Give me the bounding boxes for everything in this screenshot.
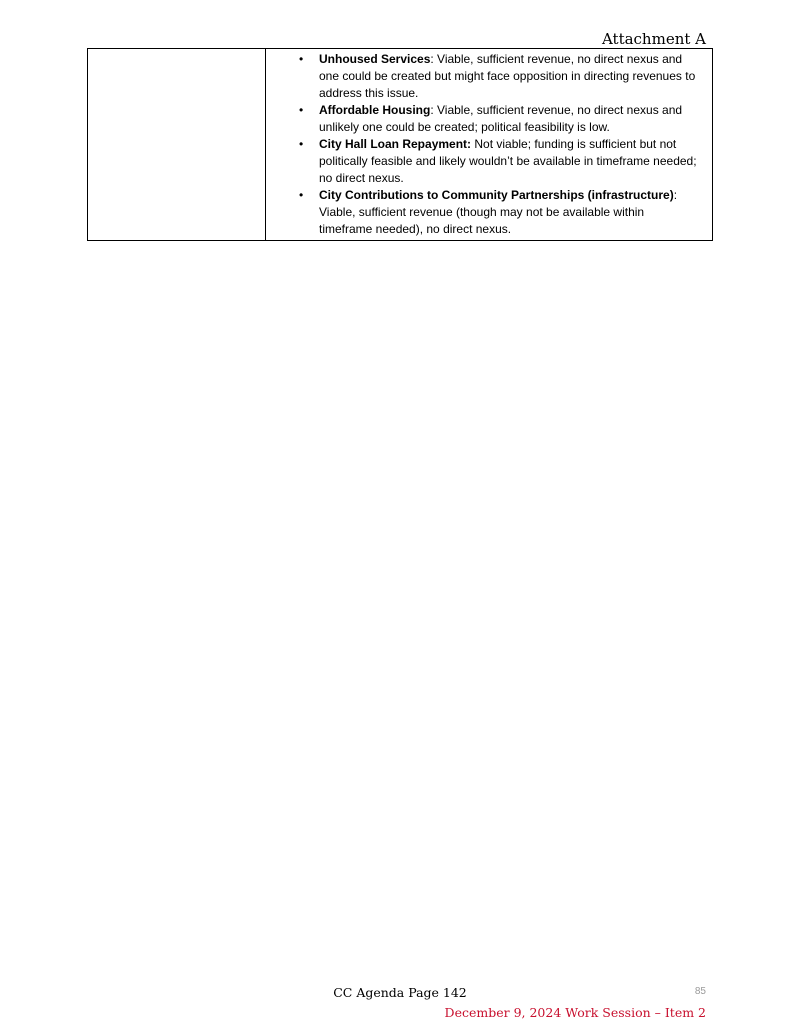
item-text: : Viable, sufficient revenue, no direct nexus and one could be created but might face opposition in directing revenues to address this issue. [319, 52, 696, 100]
item-label: Affordable Housing [319, 103, 431, 117]
agenda-page-label: CC Agenda Page 142 [333, 985, 467, 1000]
bullet-icon: • [299, 188, 304, 202]
list-item-unhoused-services [266, 51, 700, 102]
list-item-affordable-housing [266, 102, 700, 136]
table-cell-empty [88, 49, 266, 241]
item-label: Unhoused Services [319, 52, 431, 66]
page-number: 85 [694, 986, 706, 997]
table-cell-options [266, 49, 713, 241]
session-label: December 9, 2024 Work Session – Item 2 [444, 1005, 706, 1020]
item-label: City Contributions to Community Partnerships (infrastructure) [319, 188, 674, 202]
list-item-community-partnerships [266, 187, 700, 238]
options-list [266, 49, 712, 240]
options-table [87, 48, 713, 241]
item-text: : Viable, sufficient revenue, no direct nexus and unlikely one could be created; political feasibility is low. [319, 103, 683, 134]
bullet-icon: • [299, 103, 304, 117]
item-text: : Viable, sufficient revenue (though may not be available within timeframe needed), no direct nexus. [319, 188, 678, 236]
bullet-icon: • [299, 52, 304, 66]
item-label: City Hall Loan Repayment: [319, 137, 472, 151]
table-row [88, 49, 713, 241]
bullet-icon: • [299, 137, 304, 151]
attachment-label: Attachment A [601, 30, 706, 48]
list-item-city-hall-loan [266, 136, 700, 187]
item-text: Not viable; funding is sufficient but not politically feasible and likely wouldn’t be available in timeframe needed; no direct nexus. [319, 137, 697, 185]
